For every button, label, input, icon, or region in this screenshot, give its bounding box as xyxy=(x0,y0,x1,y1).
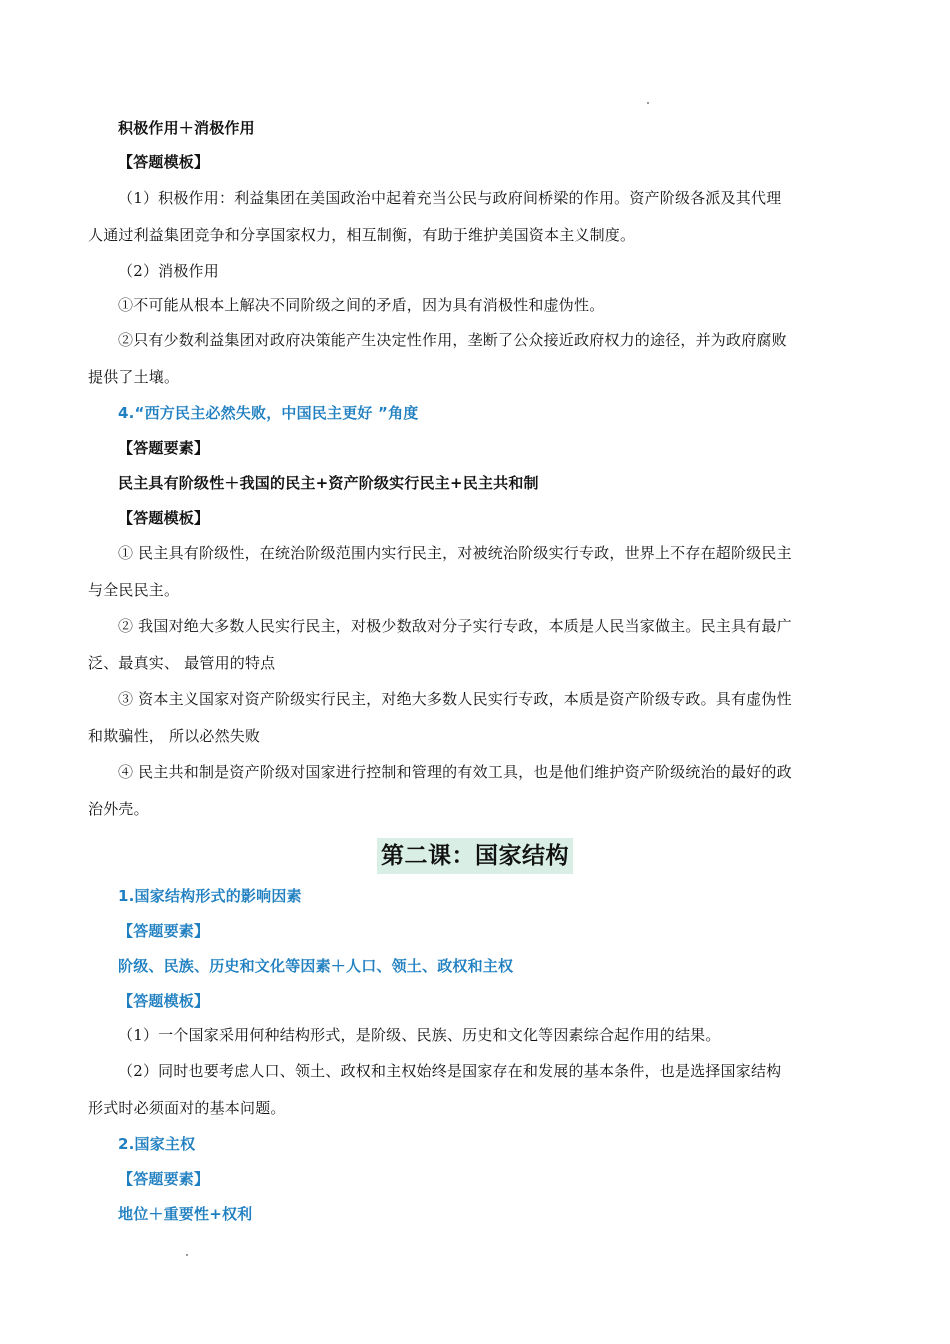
answer-elements-summary: 地位＋重要性+权利 xyxy=(118,1205,253,1223)
paragraph-line: 泛、最真实、 最管用的特点 xyxy=(88,654,276,672)
scan-dot xyxy=(186,1254,188,1256)
answer-elements-summary: 民主具有阶级性＋我国的民主+资产阶级实行民主+民主共和制 xyxy=(118,474,539,492)
paragraph-line: ① 民主具有阶级性，在统治阶级范围内实行民主，对被统治阶级实行专政，世界上不存在超阶级民主 xyxy=(118,544,792,562)
paragraph-line: （1）一个国家采用何种结构形式，是阶级、民族、历史和文化等因素综合起作用的结果。 xyxy=(118,1026,721,1044)
section-subheading: 4.“西方民主必然失败，中国民主更好 ”角度 xyxy=(118,404,419,422)
lesson-heading: 第二课：国家结构 xyxy=(377,838,573,874)
elements-label: 【答题要素】 xyxy=(118,439,210,457)
paragraph-line: 与全民民主。 xyxy=(88,581,180,599)
template-label: 【答题模板】 xyxy=(118,992,210,1010)
section-subheading: 1.国家结构形式的影响因素 xyxy=(118,887,302,905)
paragraph-line: ③ 资本主义国家对资产阶级实行民主，对绝大多数人民实行专政，本质是资产阶级专政。具有虚伪性 xyxy=(118,690,792,708)
lesson-heading-wrap xyxy=(0,838,950,874)
template-label: 【答题模板】 xyxy=(118,509,210,527)
answer-elements-summary: 阶级、民族、历史和文化等因素＋人口、领土、政权和主权 xyxy=(118,957,514,975)
section-subheading: 2.国家主权 xyxy=(118,1135,196,1153)
paragraph-line: 和欺骗性， 所以必然失败 xyxy=(88,727,261,745)
paragraph-line: ② 我国对绝大多数人民实行民主，对极少数敌对分子实行专政，本质是人民当家做主。民主具有最广 xyxy=(118,617,792,635)
paragraph-line: 提供了土壤。 xyxy=(88,368,180,386)
paragraph-line: ②只有少数利益集团对政府决策能产生决定性作用，垄断了公众接近政府权力的途径，并为政府腐败 xyxy=(118,331,787,349)
paragraph-line: （1）积极作用：利益集团在美国政治中起着充当公民与政府间桥梁的作用。资产阶级各派及其代理 xyxy=(118,189,782,207)
paragraph-line: （2）同时也要考虑人口、领土、政权和主权始终是国家存在和发展的基本条件，也是选择国家结构 xyxy=(118,1062,782,1080)
template-label: 【答题模板】 xyxy=(118,153,210,171)
paragraph-line: （2）消极作用 xyxy=(118,262,219,280)
paragraph-line: 治外壳。 xyxy=(88,800,149,818)
paragraph-line: ①不可能从根本上解决不同阶级之间的矛盾，因为具有消极性和虚伪性。 xyxy=(118,296,605,314)
elements-label: 【答题要素】 xyxy=(118,922,210,940)
elements-label: 【答题要素】 xyxy=(118,1170,210,1188)
scan-dot xyxy=(647,102,649,104)
answer-elements-summary: 积极作用＋消极作用 xyxy=(118,119,255,137)
paragraph-line: ④ 民主共和制是资产阶级对国家进行控制和管理的有效工具，也是他们维护资产阶级统治的最好的政 xyxy=(118,763,792,781)
paragraph-line: 人通过利益集团竞争和分享国家权力，相互制衡，有助于维护美国资本主义制度。 xyxy=(88,226,636,244)
paragraph-line: 形式时必须面对的基本问题。 xyxy=(88,1099,286,1117)
